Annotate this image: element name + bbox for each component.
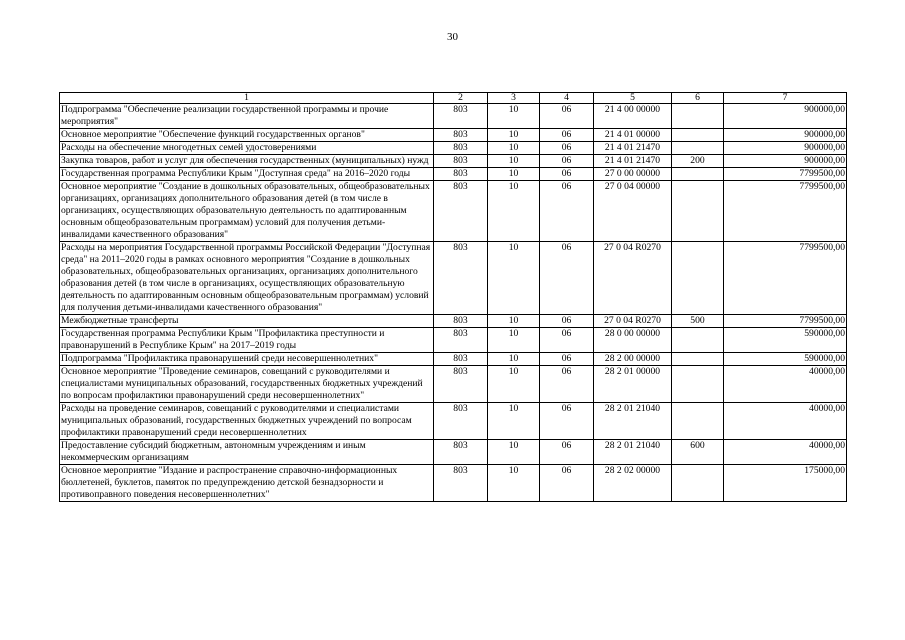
row-code-cell: 803 bbox=[434, 181, 488, 242]
row-expense-type-cell: 500 bbox=[672, 315, 724, 328]
table-row bbox=[60, 142, 847, 155]
row-code-cell: 803 bbox=[434, 353, 488, 366]
row-expense-type-cell bbox=[672, 181, 724, 242]
row-section-cell: 10 bbox=[488, 155, 540, 168]
row-expense-type-cell: 600 bbox=[672, 440, 724, 465]
row-target-article-cell: 21 4 01 21470 bbox=[594, 142, 672, 155]
row-amount-cell: 40000,00 bbox=[724, 403, 847, 440]
row-name-cell: Основное мероприятие "Издание и распространение справочно-информационных бюллетеней, буклетов, памяток по предупреждению детской безнадзорности и противоправного поведения несовершеннолетних" bbox=[60, 465, 434, 502]
table-row bbox=[60, 465, 847, 502]
row-name-cell: Подпрограмма "Обеспечение реализации государственной программы и прочие мероприятия" bbox=[60, 104, 434, 129]
row-code-cell: 803 bbox=[434, 465, 488, 502]
row-section-cell: 10 bbox=[488, 142, 540, 155]
row-section-cell: 10 bbox=[488, 366, 540, 403]
row-expense-type-cell bbox=[672, 403, 724, 440]
row-target-article-cell: 28 2 02 00000 bbox=[594, 465, 672, 502]
table-row bbox=[60, 129, 847, 142]
row-section-cell: 10 bbox=[488, 242, 540, 315]
header-cell: 2 bbox=[434, 93, 488, 104]
row-name-cell: Основное мероприятие "Обеспечение функций государственных органов" bbox=[60, 129, 434, 142]
row-target-article-cell: 28 2 01 21040 bbox=[594, 440, 672, 465]
row-subsection-cell: 06 bbox=[540, 366, 594, 403]
row-expense-type-cell bbox=[672, 353, 724, 366]
table-row bbox=[60, 328, 847, 353]
row-target-article-cell: 21 4 01 21470 bbox=[594, 155, 672, 168]
row-target-article-cell: 21 4 01 00000 bbox=[594, 129, 672, 142]
row-amount-cell: 590000,00 bbox=[724, 353, 847, 366]
row-target-article-cell: 21 4 00 00000 bbox=[594, 104, 672, 129]
row-amount-cell: 7799500,00 bbox=[724, 181, 847, 242]
row-subsection-cell: 06 bbox=[540, 155, 594, 168]
table-row bbox=[60, 315, 847, 328]
row-section-cell: 10 bbox=[488, 328, 540, 353]
row-amount-cell: 7799500,00 bbox=[724, 242, 847, 315]
row-name-cell: Государственная программа Республики Крым "Профилактика преступности и правонарушений в Республике Крым" на 2017–2019 годы bbox=[60, 328, 434, 353]
table-row bbox=[60, 181, 847, 242]
row-amount-cell: 7799500,00 bbox=[724, 168, 847, 181]
row-code-cell: 803 bbox=[434, 440, 488, 465]
row-subsection-cell: 06 bbox=[540, 181, 594, 242]
table-row bbox=[60, 242, 847, 315]
row-subsection-cell: 06 bbox=[540, 403, 594, 440]
row-subsection-cell: 06 bbox=[540, 168, 594, 181]
header-row bbox=[60, 93, 847, 104]
row-code-cell: 803 bbox=[434, 366, 488, 403]
row-code-cell: 803 bbox=[434, 104, 488, 129]
table-row bbox=[60, 353, 847, 366]
row-name-cell: Предоставление субсидий бюджетным, автономным учреждениям и иным некоммерческим организациям bbox=[60, 440, 434, 465]
header-cell: 6 bbox=[672, 93, 724, 104]
row-subsection-cell: 06 bbox=[540, 353, 594, 366]
row-amount-cell: 40000,00 bbox=[724, 366, 847, 403]
row-expense-type-cell: 200 bbox=[672, 155, 724, 168]
row-expense-type-cell bbox=[672, 104, 724, 129]
table-row bbox=[60, 104, 847, 129]
row-target-article-cell: 27 0 04 R0270 bbox=[594, 242, 672, 315]
row-section-cell: 10 bbox=[488, 129, 540, 142]
row-name-cell: Основное мероприятие "Создание в дошкольных образовательных, общеобразовательных организациях, организациях дополнительного образования детей (в том числе в организациях, осуществляющих образовательную деятельность по адаптированным основным общеобразовательным программам) условий для получения детьми-инвалидами качественного образования" bbox=[60, 181, 434, 242]
table-row bbox=[60, 366, 847, 403]
row-expense-type-cell bbox=[672, 242, 724, 315]
row-code-cell: 803 bbox=[434, 403, 488, 440]
row-code-cell: 803 bbox=[434, 129, 488, 142]
row-subsection-cell: 06 bbox=[540, 104, 594, 129]
row-amount-cell: 900000,00 bbox=[724, 129, 847, 142]
row-subsection-cell: 06 bbox=[540, 315, 594, 328]
row-subsection-cell: 06 bbox=[540, 465, 594, 502]
row-amount-cell: 590000,00 bbox=[724, 328, 847, 353]
row-code-cell: 803 bbox=[434, 155, 488, 168]
header-cell: 4 bbox=[540, 93, 594, 104]
row-subsection-cell: 06 bbox=[540, 440, 594, 465]
row-subsection-cell: 06 bbox=[540, 129, 594, 142]
row-name-cell: Расходы на проведение семинаров, совещаний с руководителями и специалистами муниципальных образований, государственных бюджетных учреждений по вопросам профилактики правонарушений среди несовершеннолетних bbox=[60, 403, 434, 440]
row-code-cell: 803 bbox=[434, 315, 488, 328]
row-subsection-cell: 06 bbox=[540, 328, 594, 353]
row-target-article-cell: 27 0 04 R0270 bbox=[594, 315, 672, 328]
row-name-cell: Государственная программа Республики Крым "Доступная среда" на 2016–2020 годы bbox=[60, 168, 434, 181]
table-row bbox=[60, 168, 847, 181]
row-target-article-cell: 28 2 01 00000 bbox=[594, 366, 672, 403]
row-name-cell: Подпрограмма "Профилактика правонарушений среди несовершеннолетних" bbox=[60, 353, 434, 366]
row-code-cell: 803 bbox=[434, 168, 488, 181]
header-cell: 7 bbox=[724, 93, 847, 104]
row-section-cell: 10 bbox=[488, 104, 540, 129]
row-name-cell: Расходы на обеспечение многодетных семей удостоверениями bbox=[60, 142, 434, 155]
row-expense-type-cell bbox=[672, 366, 724, 403]
row-section-cell: 10 bbox=[488, 181, 540, 242]
header-cell: 3 bbox=[488, 93, 540, 104]
row-amount-cell: 40000,00 bbox=[724, 440, 847, 465]
table-row bbox=[60, 403, 847, 440]
row-section-cell: 10 bbox=[488, 168, 540, 181]
page-number: 30 bbox=[447, 31, 458, 43]
row-name-cell: Основное мероприятие "Проведение семинаров, совещаний с руководителями и специалистами муниципальных образований, государственных бюджетных учреждений по вопросам профилактики правонарушений среди несовершеннолетних" bbox=[60, 366, 434, 403]
row-amount-cell: 900000,00 bbox=[724, 142, 847, 155]
row-expense-type-cell bbox=[672, 328, 724, 353]
row-target-article-cell: 28 2 01 21040 bbox=[594, 403, 672, 440]
row-section-cell: 10 bbox=[488, 315, 540, 328]
row-expense-type-cell bbox=[672, 129, 724, 142]
header-cell: 1 bbox=[60, 93, 434, 104]
row-amount-cell: 7799500,00 bbox=[724, 315, 847, 328]
header-cell: 5 bbox=[594, 93, 672, 104]
row-target-article-cell: 28 0 00 00000 bbox=[594, 328, 672, 353]
row-code-cell: 803 bbox=[434, 328, 488, 353]
row-subsection-cell: 06 bbox=[540, 242, 594, 315]
row-expense-type-cell bbox=[672, 168, 724, 181]
row-expense-type-cell bbox=[672, 142, 724, 155]
row-code-cell: 803 bbox=[434, 242, 488, 315]
table-row bbox=[60, 440, 847, 465]
row-target-article-cell: 27 0 04 00000 bbox=[594, 181, 672, 242]
budget-table bbox=[59, 92, 847, 502]
row-section-cell: 10 bbox=[488, 465, 540, 502]
row-name-cell: Расходы на мероприятия Государственной программы Российской Федерации "Доступная среда" на 2011–2020 годы в рамках основного мероприятия "Создание в дошкольных образовательных, общеобразовательных организациях, организациях дополнительного образования детей (в том числе в организациях, осуществляющих образовательную деятельность по адаптированным основным общеобразовательным программам) условий для получения детьми-инвалидами качественного образования" bbox=[60, 242, 434, 315]
row-name-cell: Межбюджетные трансферты bbox=[60, 315, 434, 328]
table-row bbox=[60, 155, 847, 168]
row-section-cell: 10 bbox=[488, 353, 540, 366]
row-amount-cell: 900000,00 bbox=[724, 104, 847, 129]
row-amount-cell: 900000,00 bbox=[724, 155, 847, 168]
row-name-cell: Закупка товаров, работ и услуг для обеспечения государственных (муниципальных) нужд bbox=[60, 155, 434, 168]
row-target-article-cell: 27 0 00 00000 bbox=[594, 168, 672, 181]
row-amount-cell: 175000,00 bbox=[724, 465, 847, 502]
row-section-cell: 10 bbox=[488, 440, 540, 465]
row-section-cell: 10 bbox=[488, 403, 540, 440]
row-expense-type-cell bbox=[672, 465, 724, 502]
row-code-cell: 803 bbox=[434, 142, 488, 155]
row-target-article-cell: 28 2 00 00000 bbox=[594, 353, 672, 366]
row-subsection-cell: 06 bbox=[540, 142, 594, 155]
